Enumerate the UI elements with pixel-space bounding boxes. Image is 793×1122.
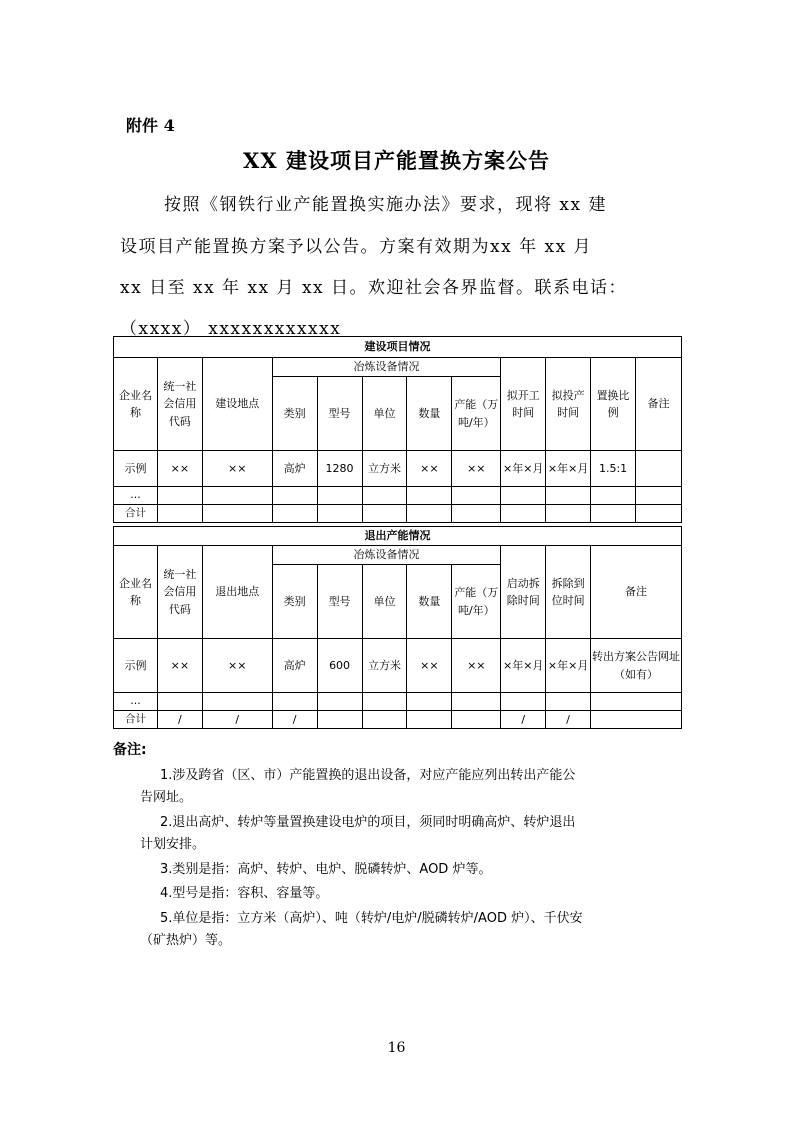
cell: 立方米	[362, 451, 407, 487]
header-remark: 备注	[636, 358, 682, 451]
cell: 高炉	[272, 639, 317, 693]
header-model: 型号	[317, 377, 362, 451]
cell: /	[157, 711, 202, 729]
retired-capacity-table	[113, 526, 682, 729]
cell: 合计	[114, 505, 158, 523]
cell: ××	[157, 639, 202, 693]
cell: /	[546, 711, 591, 729]
header-location: 建设地点	[202, 358, 272, 451]
header-dismantle-start: 启动拆除时间	[501, 546, 546, 639]
cell: ××	[407, 451, 452, 487]
cell: ×年×月	[546, 639, 591, 693]
cell: 立方米	[362, 639, 407, 693]
note-2-line-1: 2.退出高炉、转炉等量置换建设电炉的项目，须同时明确高炉、转炉退出	[160, 815, 576, 830]
cell: 高炉	[272, 451, 317, 487]
table-row	[114, 487, 682, 505]
header-company: 企业名称	[114, 358, 158, 451]
note-4: 4.型号是指：容积、容量等。	[160, 886, 329, 901]
header-model: 型号	[317, 565, 362, 639]
note-3: 3.类别是指：高炉、转炉、电炉、脱磷转炉、AOD 炉等。	[160, 862, 492, 877]
note-1	[140, 765, 690, 809]
cell: …	[114, 487, 158, 505]
header-capacity: 产能（万吨/年）	[452, 565, 501, 639]
note-1-line-2: 告网址。	[140, 790, 193, 805]
cell: ××	[452, 639, 501, 693]
note-5-line-2: （矿热炉）等。	[140, 933, 232, 948]
cell: ××	[452, 451, 501, 487]
page-number: 16	[387, 1040, 406, 1056]
header-credit-code: 统一社会信用代码	[157, 358, 202, 451]
header-location: 退出地点	[202, 546, 272, 639]
section-header: 退出产能情况	[114, 527, 682, 546]
cell: ×年×月	[546, 451, 591, 487]
table-row	[114, 693, 682, 711]
header-production-time: 拟投产时间	[546, 358, 591, 451]
table-row	[114, 505, 682, 523]
intro-line-3: xx 日至 xx 年 xx 月 xx 日。欢迎社会各界监督。联系电话：	[120, 278, 628, 298]
header-type: 类别	[272, 377, 317, 451]
cell: /	[501, 711, 546, 729]
table-row	[114, 451, 682, 487]
notes-label: 备注:	[113, 742, 147, 758]
header-quantity: 数量	[407, 565, 452, 639]
note-2	[140, 812, 690, 856]
cell: ×年×月	[501, 639, 546, 693]
cell: 示例	[114, 451, 158, 487]
cell: ××	[157, 451, 202, 487]
header-unit: 单位	[362, 377, 407, 451]
section-header: 建设项目情况	[114, 337, 682, 358]
intro-line-2: 设项目产能置换方案予以公告。方案有效期为xx 年 xx 月	[120, 237, 593, 257]
cell: 1.5:1	[591, 451, 636, 487]
note-5-line-1: 5.单位是指：立方米（高炉）、吨（转炉/电炉/脱磷转炉/AOD 炉）、千伏安	[160, 911, 583, 926]
header-remark: 备注	[591, 546, 682, 639]
header-ratio: 置换比例	[591, 358, 636, 451]
cell: 示例	[114, 639, 158, 693]
cell	[636, 451, 682, 487]
header-type: 类别	[272, 565, 317, 639]
note-2-line-2: 计划安排。	[140, 837, 206, 852]
page-title: XX 建设项目产能置换方案公告	[243, 148, 550, 173]
header-quantity: 数量	[407, 377, 452, 451]
header-equipment-group: 冶炼设备情况	[272, 358, 501, 377]
header-start-time: 拟开工时间	[501, 358, 546, 451]
cell: ××	[407, 639, 452, 693]
header-unit: 单位	[362, 565, 407, 639]
table-row	[114, 639, 682, 693]
table-row	[114, 711, 682, 729]
cell: ××	[202, 451, 272, 487]
header-company: 企业名称	[114, 546, 158, 639]
cell: /	[272, 711, 317, 729]
cell: ××	[202, 639, 272, 693]
cell: /	[202, 711, 272, 729]
cell: …	[114, 693, 158, 711]
header-capacity: 产能（万吨/年）	[452, 377, 501, 451]
cell: 600	[317, 639, 362, 693]
attachment-label: 附件 4	[126, 116, 175, 135]
header-equipment-group: 冶炼设备情况	[272, 546, 501, 565]
cell: 合计	[114, 711, 158, 729]
cell: 1280	[317, 451, 362, 487]
header-credit-code: 统一社会信用代码	[157, 546, 202, 639]
intro-line-4: （xxxx） xxxxxxxxxxxx	[120, 319, 342, 339]
construction-project-table	[113, 336, 682, 523]
header-dismantle-done: 拆除到位时间	[546, 546, 591, 639]
note-5	[140, 908, 690, 952]
cell: ×年×月	[501, 451, 546, 487]
cell: 转出方案公告网址（如有）	[591, 639, 682, 693]
intro-line-1: 按照《钢铁行业产能置换实施办法》要求，现将 xx 建	[164, 195, 607, 215]
note-1-line-1: 1.涉及跨省（区、市）产能置换的退出设备，对应产能应列出转出产能公	[160, 768, 576, 783]
